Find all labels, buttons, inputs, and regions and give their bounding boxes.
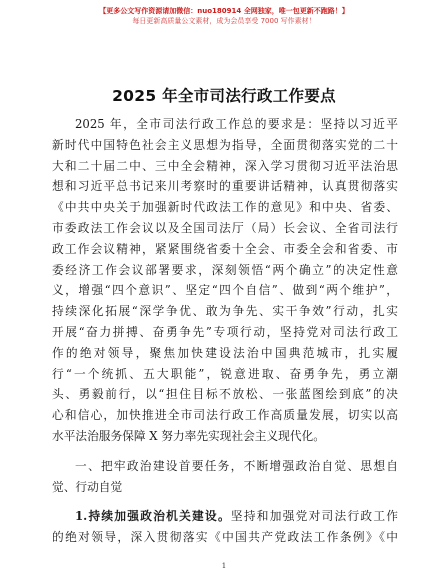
body-line: 水平法治服务保障 X 努力率先实现社会主义现代化。 — [52, 428, 325, 443]
body-line: 《中共中央关于加强新时代政法工作的意见》和中央、省委、 — [52, 200, 398, 215]
subsection-text: 坚持和加强党对司法行政工作 — [230, 509, 398, 524]
body-line: 想和习近平总书记来川考察时的重要讲话精神，认真贯彻落实 — [52, 179, 398, 194]
body-line: 政工作会议精神，紧紧围绕省委十全会、市委全会和省委、市 — [52, 241, 398, 256]
body-line: 头、勇毅前行，以“担住目标不放松、一张蓝图绘到底”的决 — [52, 387, 398, 402]
body-line: 委经济工作会议部署要求，深刻领悟“两个确立”的决定性意 — [52, 262, 398, 277]
section-heading-line: 一、把牢政治建设首要任务，不断增强政治自觉、思想自 — [75, 458, 398, 473]
body-line: 的绝对领导，深入贯彻落实《中国共产党政法工作条例》《中 — [52, 530, 398, 545]
promo-header-line-1: 【更多公文写作资源请加微信：nuo180914 全网独家，唯一包更新不跑路！】 — [99, 7, 349, 15]
document-title: 2025 年全市司法行政工作要点 — [112, 87, 336, 105]
subsection-heading: 1.持续加强政治机关建设。 — [75, 509, 231, 524]
body-line: 持续深化拓展“深学争优、敢为争先、实干争效”行动，扎实 — [52, 304, 398, 319]
body-line: 新时代中国特色社会主义思想为指导，全面贯彻落实党的二十 — [52, 137, 398, 152]
body-line: 心和信心，加快推进全市司法行政工作高质量发展，切实以高 — [52, 408, 398, 423]
section-heading — [52, 456, 398, 498]
promo-header-line-2: 每日更新高质量公文素材，成为会员享受 7000 写作素材！ — [132, 17, 316, 25]
document-body — [52, 114, 398, 548]
body-line: 市委政法工作会议以及全国司法厅（局）长会议、全省司法行 — [52, 220, 398, 235]
body-line — [52, 506, 398, 527]
body-line: 大和二十届二中、三中全会精神，深入学习贯彻习近平法治思 — [52, 158, 398, 173]
body-line: 义，增强“四个意识”、坚定“四个自信”、做到“两个维护”， — [52, 283, 398, 298]
promo-header — [0, 6, 448, 26]
page-number: 1 — [221, 562, 227, 570]
subsection-paragraph — [52, 506, 398, 548]
body-line: 行“一个统抓、五大职能”，锐意进取、奋勇争先，勇立潮 — [52, 366, 398, 381]
body-line: 2025 年，全市司法行政工作总的要求是：坚持以习近平 — [75, 117, 398, 131]
body-line: 作的绝对领导，聚焦加快建设法治中国典范城市，扎实履 — [52, 345, 398, 360]
section-heading-line: 觉、行动自觉 — [52, 479, 123, 494]
body-line: 开展“奋力拼搏、奋勇争先”专项行动，坚持党对司法行政工 — [52, 324, 398, 339]
paragraph-intro — [52, 114, 398, 447]
